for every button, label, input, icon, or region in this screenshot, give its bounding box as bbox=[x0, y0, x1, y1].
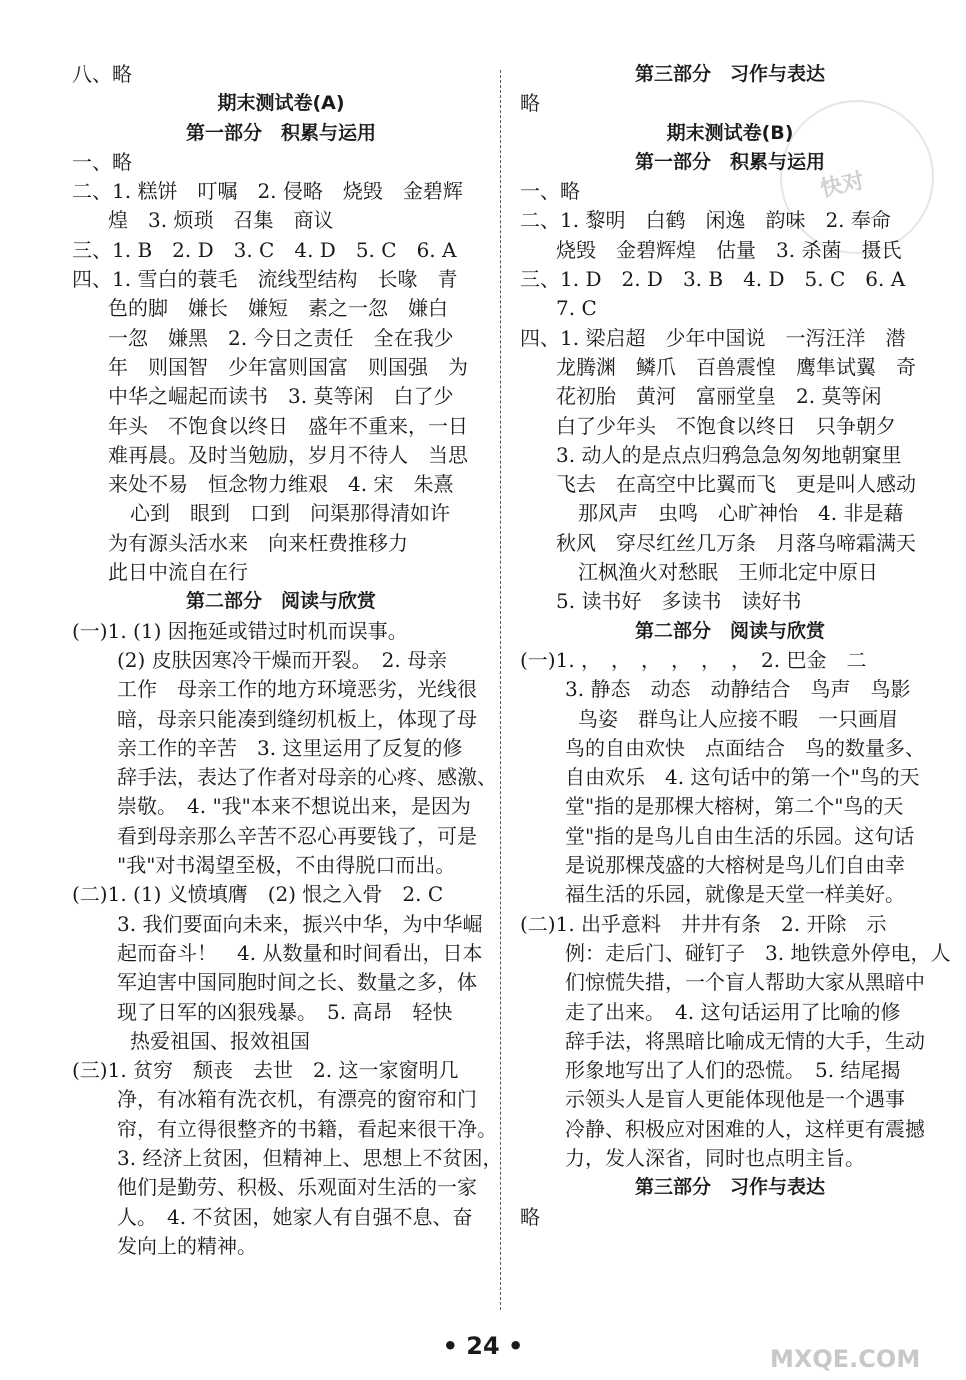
text-line: 花初胎 黄河 富丽堂皇 2. 莫等闲 bbox=[556, 384, 882, 409]
text-line: (二)1. (1) 义愤填膺 (2) 恨之入骨 2. C bbox=[72, 882, 444, 907]
section-heading: 第三部分 习作与表达 bbox=[634, 1176, 825, 1199]
text-line: 福生活的乐园，就像是天堂一样美好。 bbox=[565, 882, 905, 907]
section-heading: 期末测试卷(B) bbox=[666, 121, 794, 144]
text-line: 一、略 bbox=[520, 179, 580, 204]
text-line: 净，有冰箱有洗衣机，有漂亮的窗帘和门 bbox=[117, 1087, 477, 1112]
text-line: 热爱祖国、报效祖国 bbox=[130, 1028, 310, 1053]
text-line: 现了日军的凶狠残暴。 5. 高昂 轻快 bbox=[117, 999, 453, 1024]
text-line: 秋风 穿尽红丝几万条 月落乌啼霜满天 bbox=[556, 530, 916, 555]
page-number: • 24 • bbox=[442, 1332, 524, 1360]
text-line: 例：走后门、碰钉子 3. 地铁意外停电，人 bbox=[565, 940, 951, 965]
text-line: 二、1. 黎明 白鹤 闲逸 韵味 2. 奉命 bbox=[520, 208, 891, 233]
text-line: 形象地写出了人们的恐慌。 5. 结尾揭 bbox=[565, 1058, 901, 1083]
text-line: 来处不易 恒念物力维艰 4. 宋 朱熹 bbox=[108, 472, 454, 497]
text-line: (二)1. 出乎意料 井井有条 2. 开除 示 bbox=[520, 911, 887, 936]
text-line: 自由欢乐 4. 这句话中的第一个"鸟的天 bbox=[565, 765, 920, 790]
text-line: 鸟姿 群鸟让人应接不暇 一只画眉 bbox=[578, 706, 898, 731]
text-line: 力，发人深省，同时也点明主旨。 bbox=[565, 1145, 865, 1170]
right-column bbox=[520, 60, 951, 1232]
text-line: 工作 母亲工作的地方环境恶劣，光线很 bbox=[117, 677, 477, 702]
text-line: 发向上的精神。 bbox=[117, 1233, 257, 1258]
text-line: 军迫害中国同胞时间之长、数量之多，体 bbox=[117, 970, 477, 995]
text-line: 为有源头活水来 向来枉费推移力 bbox=[108, 530, 408, 555]
text-line: 起而奋斗！ 4. 从数量和时间看出，日本 bbox=[117, 940, 483, 965]
text-line: 三、1. D 2. D 3. B 4. D 5. C 6. A bbox=[520, 267, 906, 292]
section-heading: 第二部分 阅读与欣赏 bbox=[634, 619, 825, 642]
text-line: 是说那棵茂盛的大榕树是鸟儿们自由幸 bbox=[565, 853, 905, 878]
text-line: (三)1. 贫穷 颓丧 去世 2. 这一家窗明几 bbox=[72, 1058, 459, 1083]
text-line: 暗，母亲只能凑到缝纫机板上，体现了母 bbox=[117, 706, 477, 731]
section-heading: 第一部分 积累与运用 bbox=[634, 150, 825, 173]
text-line: 鸟的自由欢快 点面结合 鸟的数量多、 bbox=[565, 735, 925, 760]
text-line: 人。 4. 不贫困，她家人有自强不息、奋 bbox=[117, 1204, 473, 1229]
text-line: 四、1. 雪白的蓑毛 流线型结构 长喙 青 bbox=[72, 267, 458, 292]
text-line: 示领头人是盲人更能体现他是一个遇事 bbox=[565, 1087, 905, 1112]
text-line: 江枫渔火对愁眠 王师北定中原日 bbox=[578, 560, 878, 585]
text-line: 二、1. 糕饼 叮嘱 2. 侵略 烧毁 金碧辉 bbox=[72, 179, 463, 204]
text-line: 中华之崛起而读书 3. 莫等闲 白了少 bbox=[108, 384, 454, 409]
text-line: 龙腾渊 鳞爪 百兽震惶 鹰隼试翼 奇 bbox=[556, 354, 916, 379]
text-line: 略 bbox=[520, 91, 540, 116]
text-line: "我"对书渴望至极，不由得脱口而出。 bbox=[117, 853, 456, 878]
text-line: 亲工作的辛苦 3. 这里运用了反复的修 bbox=[117, 735, 463, 760]
text-line: 堂"指的是鸟儿自由生活的乐园。这句话 bbox=[565, 823, 915, 848]
text-line: 此日中流自在行 bbox=[108, 560, 248, 585]
text-line: 5. 读书好 多读书 读好书 bbox=[556, 589, 802, 614]
text-line: (2) 皮肤因寒冷干燥而开裂。 2. 母亲 bbox=[117, 647, 448, 672]
section-heading: 第三部分 习作与表达 bbox=[634, 63, 825, 85]
text-line: 年 则国智 少年富则国富 则国强 为 bbox=[108, 354, 468, 379]
text-line: 冷静、积极应对困难的人，这样更有震撼 bbox=[565, 1116, 925, 1141]
section-heading: 期末测试卷(A) bbox=[217, 92, 345, 115]
text-line: (一)1. ， ， ， ， ， ， 2. 巴金 二 bbox=[520, 647, 867, 672]
text-line: 走了出来。 4. 这句话运用了比喻的修 bbox=[565, 999, 901, 1024]
text-line: 们惊慌失措，一个盲人帮助大家从黑暗中 bbox=[565, 970, 925, 995]
text-line: (一)1. (1) 因拖延或错过时机而误事。 bbox=[72, 618, 408, 643]
text-line: 年头 不饱食以终日 盛年不重来，一日 bbox=[108, 413, 468, 438]
text-line: 3. 动人的是点点归鸦急急匆匆地朝窠里 bbox=[556, 442, 902, 467]
text-line: 堂"指的是那棵大榕树，第二个"鸟的天 bbox=[565, 794, 904, 819]
text-line: 略 bbox=[520, 1204, 540, 1229]
text-line: 白了少年头 不饱食以终日 只争朝夕 bbox=[556, 413, 896, 438]
text-line: 帘，有立得很整齐的书籍，看起来很干净。 bbox=[117, 1116, 497, 1141]
text-line: 色的脚 嫌长 嫌短 素之一忽 嫌白 bbox=[108, 296, 448, 321]
text-line: 一、略 bbox=[72, 149, 132, 174]
text-line: 3. 静态 动态 动静结合 鸟声 鸟影 bbox=[565, 677, 911, 702]
watermark-site: MXQE.COM bbox=[770, 1345, 921, 1373]
text-line: 3. 我们要面向未来，振兴中华，为中华崛 bbox=[117, 911, 483, 936]
text-line: 四、1. 梁启超 少年中国说 一泻汪洋 潜 bbox=[520, 325, 906, 350]
text-line: 辞手法，将黑暗比喻成无情的大手，生动 bbox=[565, 1028, 925, 1053]
text-line: 辞手法，表达了作者对母亲的心疼、感激、 bbox=[117, 765, 497, 790]
text-line: 烧毁 金碧辉煌 估量 3. 杀菌 摄氏 bbox=[556, 237, 902, 262]
text-line: 一忽 嫌黑 2. 今日之责任 全在我少 bbox=[108, 325, 454, 350]
text-line: 7. C bbox=[556, 296, 597, 321]
watermark-kuaidui: 快对 bbox=[818, 168, 867, 203]
text-line: 八、略 bbox=[72, 62, 132, 86]
text-line: 那风声 虫鸣 心旷神怡 4. 非是藉 bbox=[578, 501, 904, 526]
section-heading: 第二部分 阅读与欣赏 bbox=[185, 590, 376, 613]
left-column bbox=[72, 60, 503, 1261]
text-line: 崇敬。 4. "我"本来不想说出来，是因为 bbox=[117, 794, 471, 819]
text-line: 三、1. B 2. D 3. C 4. D 5. C 6. A bbox=[72, 237, 457, 262]
column-divider bbox=[500, 70, 501, 1310]
text-line: 煌 3. 烦琐 召集 商议 bbox=[108, 208, 334, 233]
text-line: 心到 眼到 口到 问渠那得清如许 bbox=[130, 501, 450, 526]
text-line: 他们是勤劳、积极、乐观面对生活的一家 bbox=[117, 1175, 477, 1200]
section-heading: 第一部分 积累与运用 bbox=[185, 121, 376, 144]
text-line: 看到母亲那么辛苦不忍心再要钱了，可是 bbox=[117, 823, 477, 848]
text-line: 3. 经济上贫困，但精神上、思想上不贫困， bbox=[117, 1145, 503, 1170]
text-line: 难再晨。及时当勉励，岁月不待人 当思 bbox=[108, 442, 468, 467]
text-line: 飞去 在高空中比翼而飞 更是叫人感动 bbox=[556, 472, 916, 497]
